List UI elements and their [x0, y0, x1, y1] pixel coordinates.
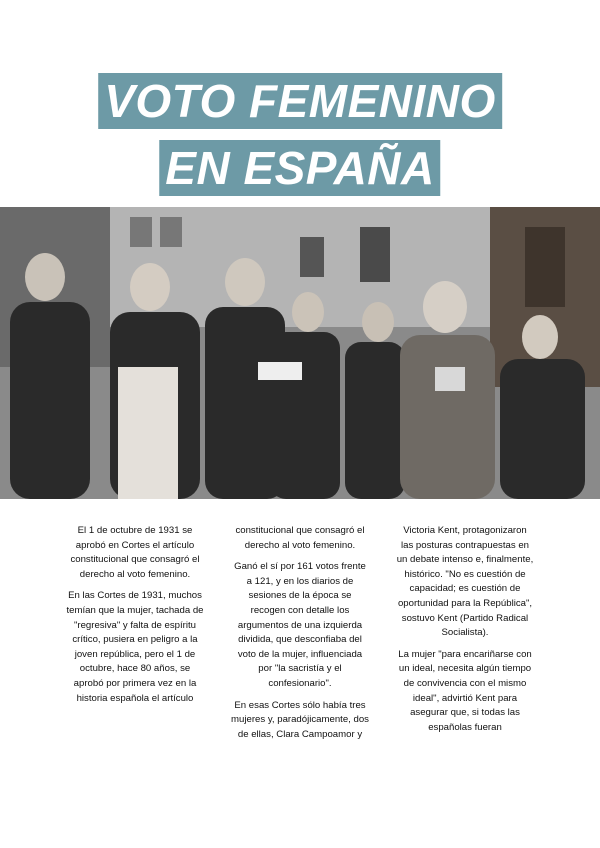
paragraph: constitucional que consagró el derecho al voto femenino. — [235, 525, 365, 551]
text-column-2 — [231, 524, 369, 749]
title-line-2: EN ESPAÑA — [159, 140, 440, 196]
text-column-3 — [396, 524, 534, 742]
paragraph: En las Cortes de 1931, muchos temían que la mujer, tachada de "regresiva" y falta de espíritu crítico, pusiera en peligro a la joven república, pero el 1 de octubre, hace 80 años, se aprobó por primera vez en la historia española el artículo — [66, 590, 204, 704]
title-line-1: VOTO FEMENINO — [98, 73, 502, 129]
paragraph: El 1 de octubre de 1931 se aprobó en Cortes el artículo constitucional que consagró el derecho al voto femenino. — [70, 525, 200, 580]
text-column-1 — [66, 524, 204, 713]
paragraph: Ganó el sí por 161 votos frente a 121, y en los diarios de sesiones de la época se recogen con detalle los argumentos de una izquierda dividida, que desconfiaba del voto de la mujer, influenciada por "la sacristía y el confesionario". — [234, 561, 366, 689]
paragraph: La mujer "para encariñarse con un ideal, necesita algún tiempo de convivencia con el mismo ideal", advirtió Kent para asegurar que, si todas las españolas fueran — [398, 648, 532, 733]
paragraph: En esas Cortes sólo había tres mujeres y, paradójicamente, dos de ellas, Clara Campoamor y — [231, 699, 369, 740]
women-celebrating-crowd-photo — [0, 207, 600, 499]
paragraph: Victoria Kent, protagonizaron las posturas contrapuestas en un debate intenso e, finalmente, histórico. "No es cuestión de capacidad; es cuestión de oportunidad para la República", sostuvo Kent (Partido Radical Socialista). — [396, 525, 534, 639]
